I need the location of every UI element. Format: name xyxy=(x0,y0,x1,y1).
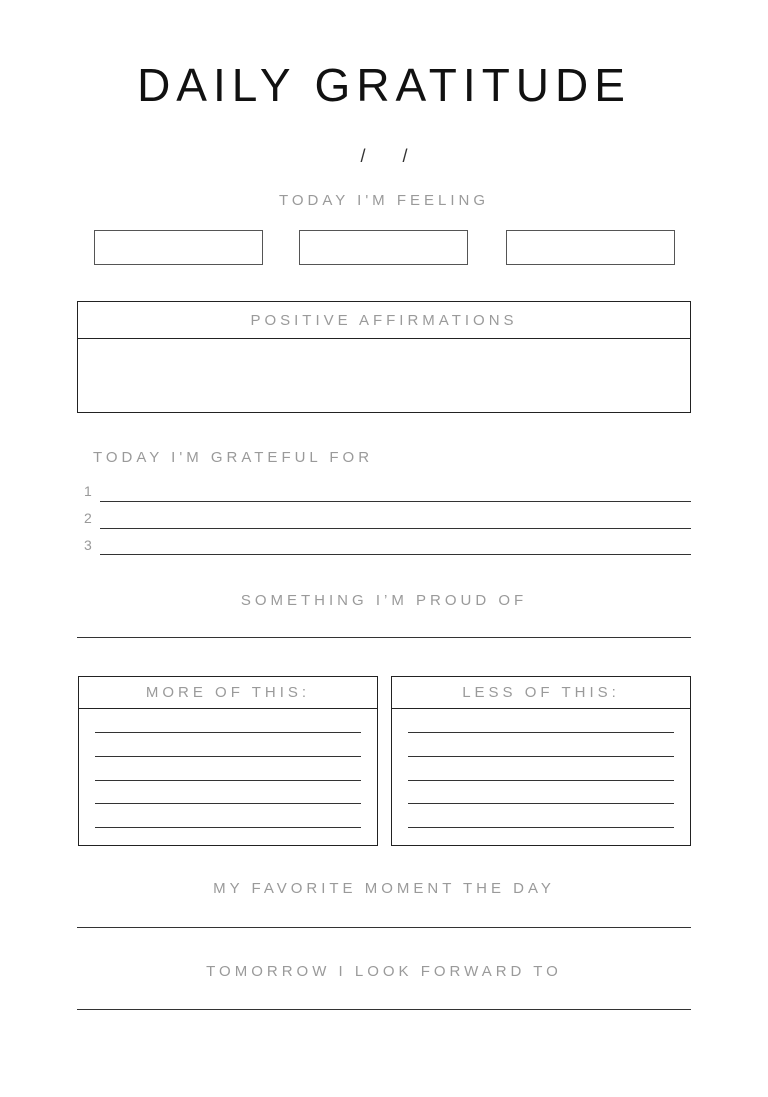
more-of-this-line-4[interactable] xyxy=(95,803,361,804)
favorite-moment-label: MY FAVORITE MOMENT THE DAY xyxy=(213,880,555,897)
tomorrow-line[interactable] xyxy=(77,1009,691,1010)
feeling-box-1[interactable] xyxy=(94,230,263,265)
more-of-this-label: MORE OF THIS: xyxy=(145,684,311,701)
grateful-number: 2 xyxy=(84,510,92,526)
affirmations-box xyxy=(77,301,691,413)
grateful-number: 1 xyxy=(84,483,92,499)
more-of-this-line-3[interactable] xyxy=(95,780,361,781)
less-of-this-label: LESS OF THIS: xyxy=(462,684,620,701)
tomorrow-label: TOMORROW I LOOK FORWARD TO xyxy=(206,963,562,980)
feeling-box-2[interactable] xyxy=(299,230,468,265)
more-of-this-header xyxy=(79,677,377,709)
more-of-this-box xyxy=(78,676,378,846)
less-of-this-line-4[interactable] xyxy=(408,803,674,804)
date-field[interactable] xyxy=(0,146,768,167)
grateful-number: 3 xyxy=(84,537,92,553)
less-of-this-line-5[interactable] xyxy=(408,827,674,828)
feeling-box-3[interactable] xyxy=(506,230,675,265)
affirmations-header xyxy=(78,302,690,339)
less-of-this-line-1[interactable] xyxy=(408,732,674,733)
less-of-this-header xyxy=(392,677,690,709)
page-title: DAILY GRATITUDE xyxy=(137,59,631,111)
grateful-line-1[interactable] xyxy=(100,501,691,502)
feeling-label: TODAY I'M FEELING xyxy=(278,192,490,209)
less-of-this-line-3[interactable] xyxy=(408,780,674,781)
less-of-this-line-2[interactable] xyxy=(408,756,674,757)
proud-line[interactable] xyxy=(77,637,691,638)
favorite-moment-line[interactable] xyxy=(77,927,691,928)
more-of-this-line-5[interactable] xyxy=(95,827,361,828)
grateful-line-3[interactable] xyxy=(100,554,691,555)
date-separator: / xyxy=(360,146,366,166)
affirmations-input[interactable] xyxy=(78,339,690,411)
grateful-line-2[interactable] xyxy=(100,528,691,529)
affirmations-label: POSITIVE AFFIRMATIONS xyxy=(250,311,518,329)
more-of-this-line-1[interactable] xyxy=(95,732,361,733)
proud-label: SOMETHING I’M PROUD OF xyxy=(240,592,528,609)
date-separator: / xyxy=(402,146,408,166)
less-of-this-box xyxy=(391,676,691,846)
more-of-this-line-2[interactable] xyxy=(95,756,361,757)
grateful-label: TODAY I'M GRATEFUL FOR xyxy=(93,449,374,466)
